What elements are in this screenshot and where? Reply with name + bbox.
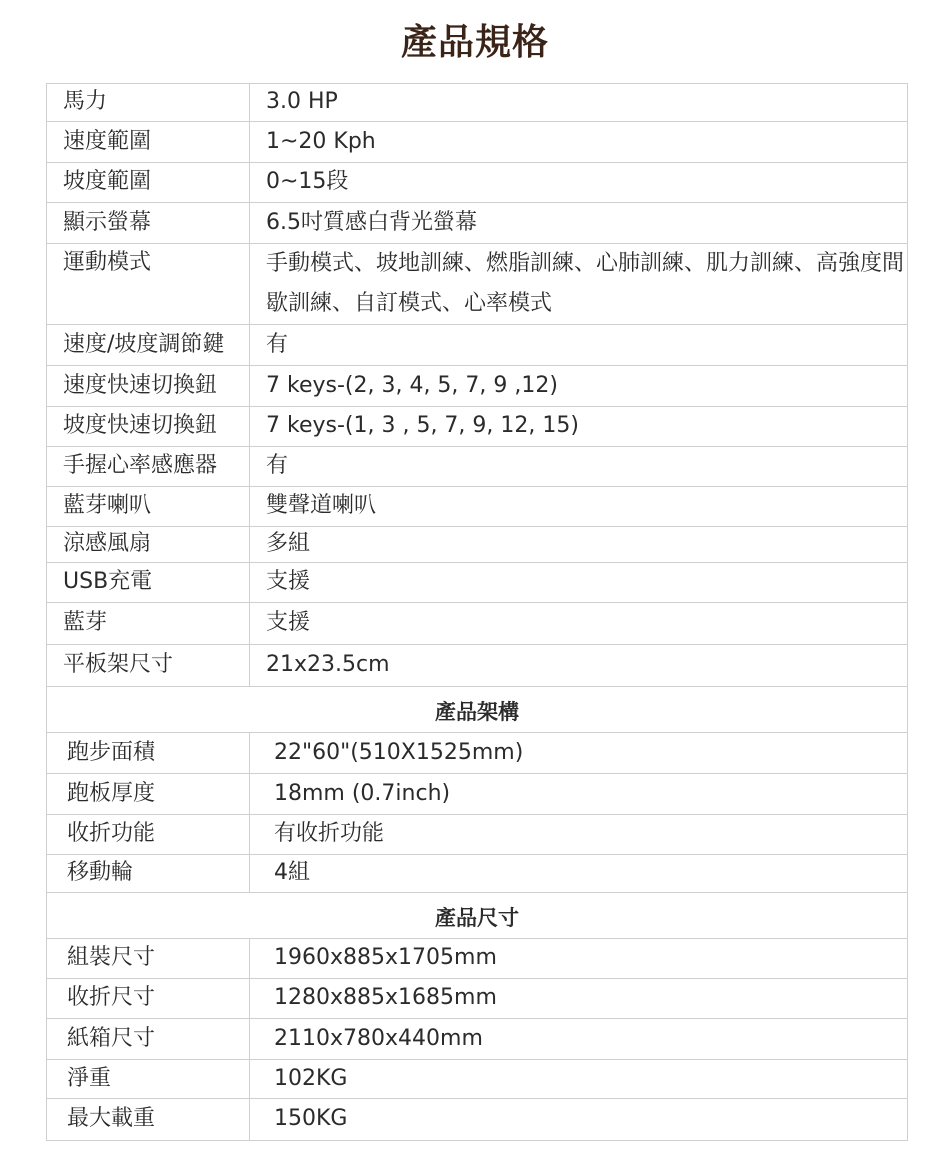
- spec-label: 跑步面積: [47, 733, 250, 774]
- spec-label: 組裝尺寸: [47, 939, 250, 979]
- spec-label: 移動輪: [47, 855, 250, 893]
- spec-label: 坡度範圍: [47, 163, 250, 203]
- spec-label: 速度快速切換鈕: [47, 366, 250, 407]
- spec-row: [47, 407, 908, 447]
- spec-row: [47, 1019, 908, 1060]
- spec-value: 支援: [250, 603, 908, 645]
- spec-row: [47, 244, 908, 325]
- spec-label: 涼感風扇: [47, 527, 250, 563]
- spec-label: 最大載重: [47, 1099, 250, 1141]
- spec-label: 淨重: [47, 1060, 250, 1099]
- spec-value: 多組: [250, 527, 908, 563]
- spec-row: [47, 163, 908, 203]
- spec-value: 支援: [250, 563, 908, 603]
- spec-label: 速度範圍: [47, 122, 250, 163]
- section-heading: 產品尺寸: [47, 893, 908, 939]
- spec-label: 平板架尺寸: [47, 645, 250, 687]
- spec-value: 6.5吋質感白背光螢幕: [250, 203, 908, 244]
- spec-value: 18mm (0.7inch): [250, 774, 908, 815]
- section-header-structure: [47, 687, 908, 733]
- spec-row: [47, 1099, 908, 1141]
- spec-value: 雙聲道喇叭: [250, 487, 908, 527]
- spec-value: 1960x885x1705mm: [250, 939, 908, 979]
- spec-value: 有收折功能: [250, 815, 908, 855]
- spec-value: 102KG: [250, 1060, 908, 1099]
- page-title: 產品規格: [400, 22, 549, 63]
- spec-row: [47, 447, 908, 487]
- spec-value: 7 keys-(2, 3, 4, 5, 7, 9 ,12): [250, 366, 908, 407]
- spec-row: [47, 603, 908, 645]
- spec-row: [47, 203, 908, 244]
- spec-label: 藍芽: [47, 603, 250, 645]
- spec-value: 7 keys-(1, 3 , 5, 7, 9, 12, 15): [250, 407, 908, 447]
- spec-row: [47, 366, 908, 407]
- section-heading: 產品架構: [47, 687, 908, 733]
- spec-table: [46, 83, 908, 1141]
- spec-row: [47, 1060, 908, 1099]
- spec-label: 收折尺寸: [47, 979, 250, 1019]
- spec-value: 手動模式、坡地訓練、燃脂訓練、心肺訓練、肌力訓練、高強度間歇訓練、自訂模式、心率模式: [250, 244, 908, 325]
- spec-value: 4組: [250, 855, 908, 893]
- spec-row: [47, 487, 908, 527]
- spec-value: 22"60"(510X1525mm): [250, 733, 908, 774]
- spec-row: [47, 325, 908, 366]
- spec-label: 坡度快速切換鈕: [47, 407, 250, 447]
- spec-value: 21x23.5cm: [250, 645, 908, 687]
- spec-label: 手握心率感應器: [47, 447, 250, 487]
- spec-row: [47, 527, 908, 563]
- spec-value: 3.0 HP: [250, 84, 908, 122]
- spec-row: [47, 645, 908, 687]
- spec-row: [47, 84, 908, 122]
- spec-row: [47, 939, 908, 979]
- spec-value: 1280x885x1685mm: [250, 979, 908, 1019]
- section-header-dimensions: [47, 893, 908, 939]
- spec-row: [47, 815, 908, 855]
- spec-label: 紙箱尺寸: [47, 1019, 250, 1060]
- spec-row: [47, 855, 908, 893]
- spec-label: 跑板厚度: [47, 774, 250, 815]
- spec-label: 顯示螢幕: [47, 203, 250, 244]
- spec-row: [47, 563, 908, 603]
- spec-row: [47, 774, 908, 815]
- spec-row: [47, 733, 908, 774]
- spec-value: 有: [250, 447, 908, 487]
- spec-label: USB充電: [47, 563, 250, 603]
- spec-row: [47, 979, 908, 1019]
- spec-row: [47, 122, 908, 163]
- spec-label: 藍芽喇叭: [47, 487, 250, 527]
- spec-value: 2110x780x440mm: [250, 1019, 908, 1060]
- spec-label: 收折功能: [47, 815, 250, 855]
- spec-label: 馬力: [47, 84, 250, 122]
- spec-value: 150KG: [250, 1099, 908, 1141]
- spec-value: 1~20 Kph: [250, 122, 908, 163]
- spec-value: 0~15段: [250, 163, 908, 203]
- spec-label: 運動模式: [47, 244, 250, 325]
- spec-label: 速度/坡度調節鍵: [47, 325, 250, 366]
- spec-value: 有: [250, 325, 908, 366]
